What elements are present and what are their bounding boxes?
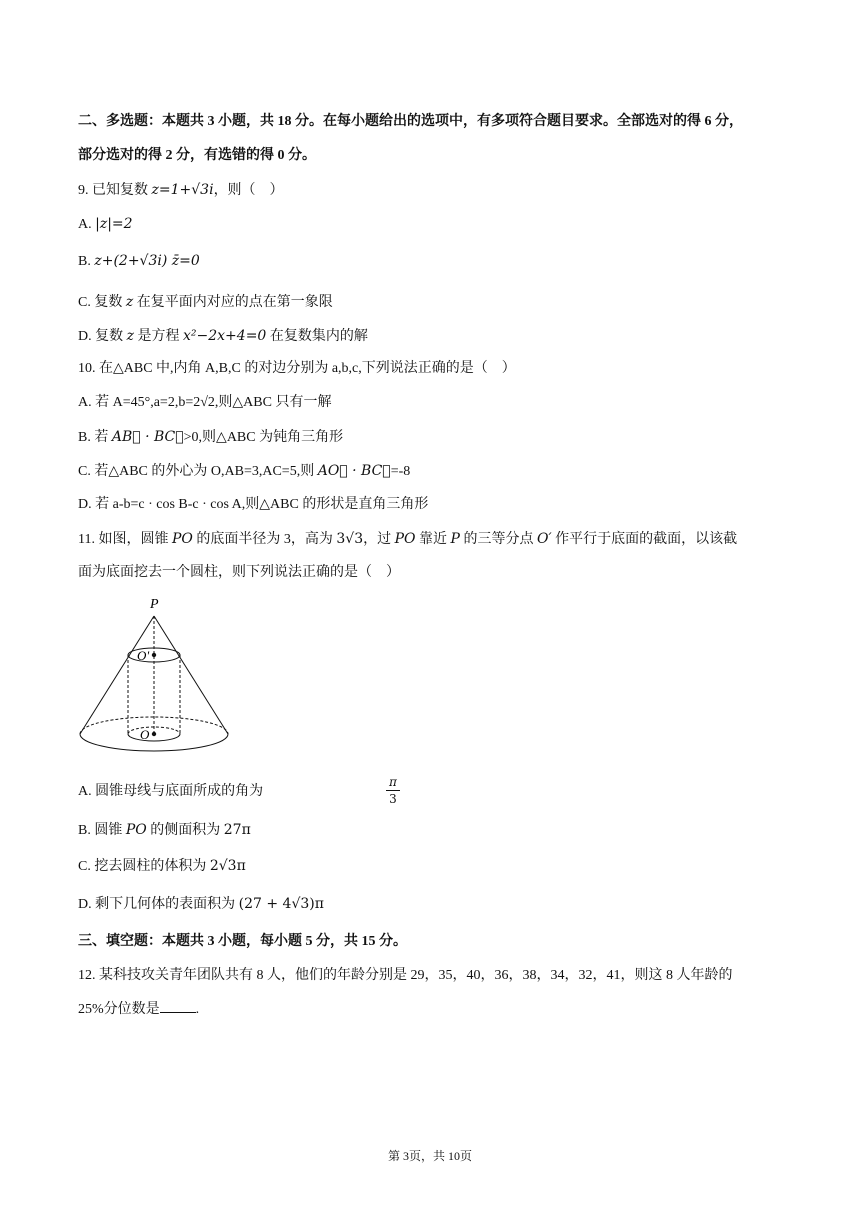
cone-left-edge: [80, 616, 154, 734]
section2-header-line2: 部分选对的得 2 分，有选错的得 0 分。: [78, 148, 316, 163]
q9-option-c: C. 复数 z 在复平面内对应的点在第一象限: [78, 294, 333, 310]
q11-option-c: C. 挖去圆柱的体积为 2√3π: [78, 858, 246, 874]
q9-option-b: B. z+(2+√3i) z̄=0: [78, 253, 200, 269]
q9-stem: 9. 已知复数 z=1+√3i，则（ ）: [78, 182, 284, 198]
cone-base-front: [80, 734, 228, 751]
section3-header: 三、填空题：本题共 3 小题，每小题 5 分，共 15 分。: [78, 934, 407, 949]
point-o-prime: [152, 653, 156, 657]
q9-option-d: D. 复数 z 是方程 x²−2x+4=0 在复数集内的解: [78, 328, 368, 344]
point-o: [152, 732, 156, 736]
answer-blank[interactable]: [160, 1012, 196, 1013]
q12-line1: 12. 某科技攻关青年团队共有 8 人，他们的年龄分别是 29，35，40，36，38，34，32，41，则这 8 人年龄的: [78, 968, 733, 983]
cone-cylinder-figure: [74, 594, 238, 754]
page-footer: 第 3页，共 10页: [387, 1149, 472, 1163]
q11-stem-line2: 面为底面挖去一个圆柱，则下列说法正确的是（ ）: [78, 565, 400, 580]
fraction-numerator: π: [389, 775, 397, 789]
fraction-denominator: 3: [389, 792, 397, 806]
q11-stem-line1: 11. 如图，圆锥 PO 的底面半径为 3，高为 3√3，过 PO 靠近 P 的三等分点 O′ 作平行于底面的截面，以该截: [78, 531, 738, 547]
q11-option-a: A. 圆锥母线与底面所成的角为: [78, 784, 264, 799]
label-o: O: [140, 727, 150, 742]
q10-option-c: C. 若△ABC 的外心为 O,AB=3,AC=5,则 AO⃗ · BC⃗=-8: [78, 463, 411, 479]
q10-stem: 10. 在△ABC 中,内角 A,B,C 的对边分别为 a,b,c,下列说法正确的是（ ）: [78, 361, 516, 376]
q12-line2: 25%分位数是 .: [78, 1002, 200, 1017]
q11-option-a-fraction: [386, 775, 400, 806]
label-o-prime: O': [137, 648, 150, 663]
q10-option-a: A. 若 A=45°,a=2,b=2√2,则△ABC 只有一解: [78, 395, 332, 410]
q11-option-b: B. 圆锥 PO 的侧面积为 27π: [78, 822, 251, 838]
q10-option-b: B. 若 AB⃗ · BC⃗>0,则△ABC 为钝角三角形: [78, 429, 344, 445]
q11-option-d: D. 剩下几何体的表面积为 (27 + 4√3)π: [78, 896, 324, 912]
section2-header-line1: 二、多选题：本题共 3 小题，共 18 分。在每小题给出的选项中，有多项符合题目要求。全部选对的得 6 分，: [78, 114, 743, 129]
label-p: P: [150, 597, 159, 612]
q10-option-d: D. 若 a-b=c · cos B-c · cos A,则△ABC 的形状是直角三角形: [78, 497, 429, 512]
cone-right-edge: [154, 616, 228, 734]
q9-option-a: A. |z|=2: [78, 216, 133, 232]
